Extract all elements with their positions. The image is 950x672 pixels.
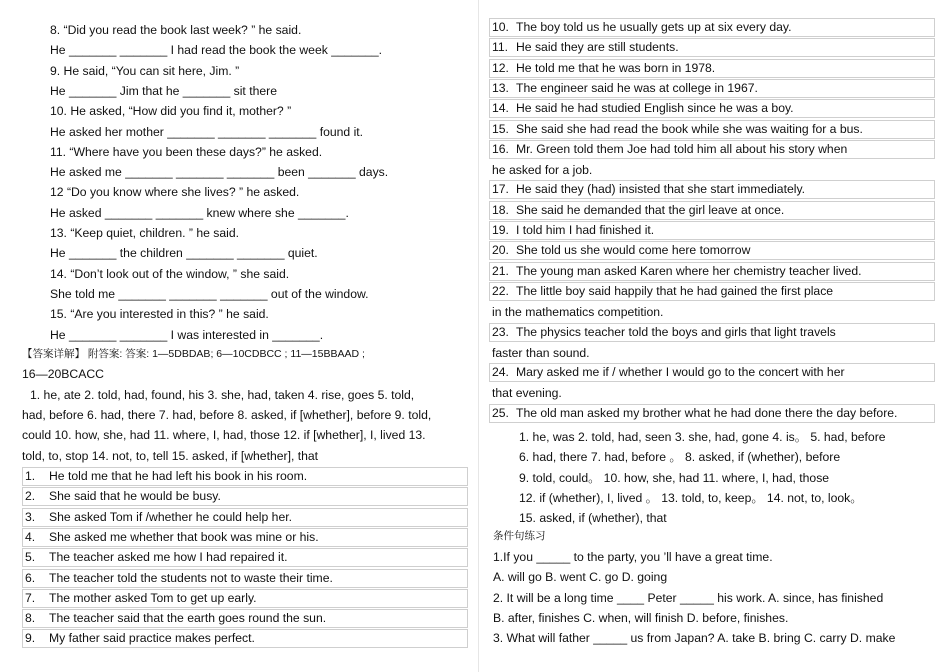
- item-number: 11.: [492, 40, 509, 55]
- answer-line: 1. he, was 2. told, had, seen 3. she, had, gone 4. is。 5. had, before: [519, 430, 886, 444]
- item-text: He told me that he was born in 1978.: [516, 60, 716, 75]
- item-number: 15.: [492, 121, 509, 136]
- answer-line: 9. told, could。 10. how, she, had 11. where, I, had, those: [519, 470, 830, 485]
- item-text: The boy told us he usually gets up at six every day.: [516, 20, 792, 34]
- sentence-row: [22, 589, 468, 608]
- exercise-line: 14. “Don’t look out of the window, ” she said.: [50, 266, 290, 281]
- sentence-row: [489, 221, 935, 240]
- sentence-row: [22, 609, 468, 628]
- answer-line: 15. asked, if (whether), that: [519, 511, 667, 526]
- item-number: 21.: [492, 263, 509, 278]
- exercise-line: 10. He asked, “How did you find it, mother? ”: [50, 104, 292, 119]
- sentence-row: [489, 120, 935, 139]
- answer-key-line: 【答案详解】 附答案: 答案: 1—5DBDAB; 6—10CDBCC ; 11—15BBAAD ;: [22, 348, 365, 360]
- exercise-line: She told me _______ _______ _______ out of the window.: [50, 286, 369, 301]
- item-text: The teacher told the students not to waste their time.: [49, 570, 333, 585]
- exercise-line: 12 “Do you know where she lives? ” he asked.: [50, 185, 300, 200]
- item-number: 2.: [25, 489, 36, 504]
- exercise-line: He asked _______ _______ knew where she _______.: [50, 205, 349, 220]
- sentence-row: [489, 38, 935, 57]
- column-divider: [478, 0, 479, 672]
- exercise-line: He _______ _______ I was interested in _______.: [50, 327, 324, 342]
- exercise-line: 9. He said, “You can sit here, Jim. ”: [50, 63, 240, 78]
- sentence-continuation: he asked for a job.: [492, 163, 593, 178]
- item-number: 12.: [492, 60, 509, 75]
- item-number: 23.: [492, 324, 509, 339]
- item-number: 10.: [492, 20, 509, 34]
- sentence-row: [489, 99, 935, 118]
- answer-line: 6. had, there 7. had, before 。 8. asked, if (whether), before: [519, 450, 841, 465]
- item-text: She said that he would be busy.: [49, 489, 221, 504]
- item-text: He said they are still students.: [516, 40, 679, 55]
- sentence-row: [22, 508, 468, 527]
- sentence-row: [489, 363, 935, 382]
- item-text: The little boy said happily that he had gained the first place: [516, 283, 834, 298]
- item-text: The old man asked my brother what he had done there the day before.: [516, 405, 898, 420]
- answer-key-line: had, before 6. had, there 7. had, before 8. asked, if [whether], before 9. told,: [22, 407, 432, 422]
- item-text: Mary asked me if / whether I would go to the concert with her: [516, 365, 845, 380]
- sentence-continuation: that evening.: [492, 386, 562, 401]
- practice-line: 1.If you _____ to the party, you ’ll have a great time.: [493, 550, 773, 564]
- sentence-row: [22, 569, 468, 588]
- item-text: Mr. Green told them Joe had told him all about his story when: [516, 141, 848, 156]
- item-number: 18.: [492, 202, 509, 217]
- sentence-row: [489, 282, 935, 301]
- practice-line: B. after, finishes C. when, will finish D. before, finishes.: [493, 610, 789, 625]
- exercise-line: He asked me _______ _______ _______ been _______ days.: [50, 165, 389, 180]
- sentence-row: [489, 140, 935, 159]
- sentence-row: [489, 180, 935, 199]
- item-text: She told us she would come here tomorrow: [516, 243, 751, 258]
- item-number: 5.: [25, 550, 36, 565]
- sentence-row: [22, 467, 468, 486]
- item-number: 9.: [25, 631, 36, 646]
- item-number: 22.: [492, 283, 509, 298]
- item-number: 3.: [25, 509, 36, 524]
- exercise-line: 15. “Are you interested in this? ” he said.: [50, 307, 269, 322]
- item-number: 6.: [25, 570, 36, 585]
- practice-line: A. will go B. went C. go D. going: [493, 570, 668, 585]
- item-number: 19.: [492, 223, 509, 237]
- item-text: I told him I had finished it.: [516, 223, 655, 237]
- item-number: 1.: [25, 469, 36, 483]
- sentence-row: [489, 323, 935, 342]
- practice-line: 2. It will be a long time ____ Peter _____ his work. A. since, has finished: [493, 590, 884, 605]
- item-text: She said he demanded that the girl leave at once.: [516, 202, 785, 217]
- sentence-row: [22, 487, 468, 506]
- exercise-line: 8. “Did you read the book last week? ” he said.: [50, 23, 302, 37]
- item-text: The engineer said he was at college in 1967.: [516, 80, 758, 95]
- item-text: He said they (had) insisted that she start immediately.: [516, 182, 806, 197]
- item-number: 14.: [492, 101, 509, 116]
- answer-key-line: could 10. how, she, had 11. where, I, had, those 12. if [whether], I, lived 13.: [22, 428, 426, 443]
- item-text: The mother asked Tom to get up early.: [49, 590, 257, 605]
- item-number: 4.: [25, 529, 36, 544]
- exercise-line: He _______ the children _______ _______ quiet.: [50, 246, 318, 261]
- sentence-row: [22, 548, 468, 567]
- item-text: She asked Tom if /whether he could help her.: [49, 509, 292, 524]
- sentence-row: [489, 262, 935, 281]
- sentence-row: [489, 79, 935, 98]
- item-number: 13.: [492, 80, 509, 95]
- exercise-line: 13. “Keep quiet, children. ” he said.: [50, 226, 240, 240]
- sentence-row: [489, 404, 935, 423]
- sentence-row: [22, 528, 468, 547]
- answer-line: 12. if (whether), I, lived 。 13. told, to, keep。 14. not, to, look。: [519, 490, 863, 505]
- exercise-line: He _______ _______ I had read the book the week _______.: [50, 43, 383, 58]
- sentence-row: [489, 18, 935, 37]
- sentence-row: [489, 241, 935, 260]
- exercise-line: 11. “Where have you been these days?” he asked.: [50, 144, 323, 159]
- item-number: 8.: [25, 611, 36, 626]
- item-number: 17.: [492, 182, 509, 197]
- exercise-line: He _______ Jim that he _______ sit there: [50, 83, 277, 98]
- item-text: He told me that he had left his book in his room.: [49, 469, 308, 483]
- item-number: 20.: [492, 243, 509, 258]
- answer-key-line: 16—20BCACC: [22, 367, 104, 382]
- sentence-continuation: faster than sound.: [492, 345, 590, 360]
- sentence-row: [489, 201, 935, 220]
- answer-key-line: 1. he, ate 2. told, had, found, his 3. she, had, taken 4. rise, goes 5. told,: [30, 387, 415, 402]
- item-number: 24.: [492, 365, 509, 380]
- item-text: The teacher said that the earth goes round the sun.: [49, 611, 327, 626]
- item-text: She asked me whether that book was mine or his.: [49, 529, 319, 544]
- item-text: The young man asked Karen where her chemistry teacher lived.: [516, 263, 862, 278]
- item-text: The physics teacher told the boys and girls that light travels: [516, 324, 836, 339]
- item-text: She said she had read the book while she was waiting for a bus.: [516, 121, 863, 136]
- sentence-row: [489, 59, 935, 78]
- item-text: He said he had studied English since he was a boy.: [516, 101, 794, 116]
- exercise-line: He asked her mother _______ _______ _______ found it.: [50, 124, 364, 139]
- item-text: My father said practice makes perfect.: [49, 631, 255, 646]
- answer-key-line: told, to, stop 14. not, to, tell 15. asked, if [whether], that: [22, 448, 319, 463]
- item-number: 7.: [25, 590, 36, 605]
- sentence-continuation: in the mathematics competition.: [492, 305, 664, 320]
- sentence-row: [22, 629, 468, 648]
- practice-line: 3. What will father _____ us from Japan? A. take B. bring C. carry D. make: [493, 631, 896, 646]
- item-text: The teacher asked me how I had repaired it.: [49, 550, 288, 565]
- item-number: 25.: [492, 405, 509, 420]
- section-title: 条件句练习: [493, 530, 546, 542]
- item-number: 16.: [492, 141, 509, 156]
